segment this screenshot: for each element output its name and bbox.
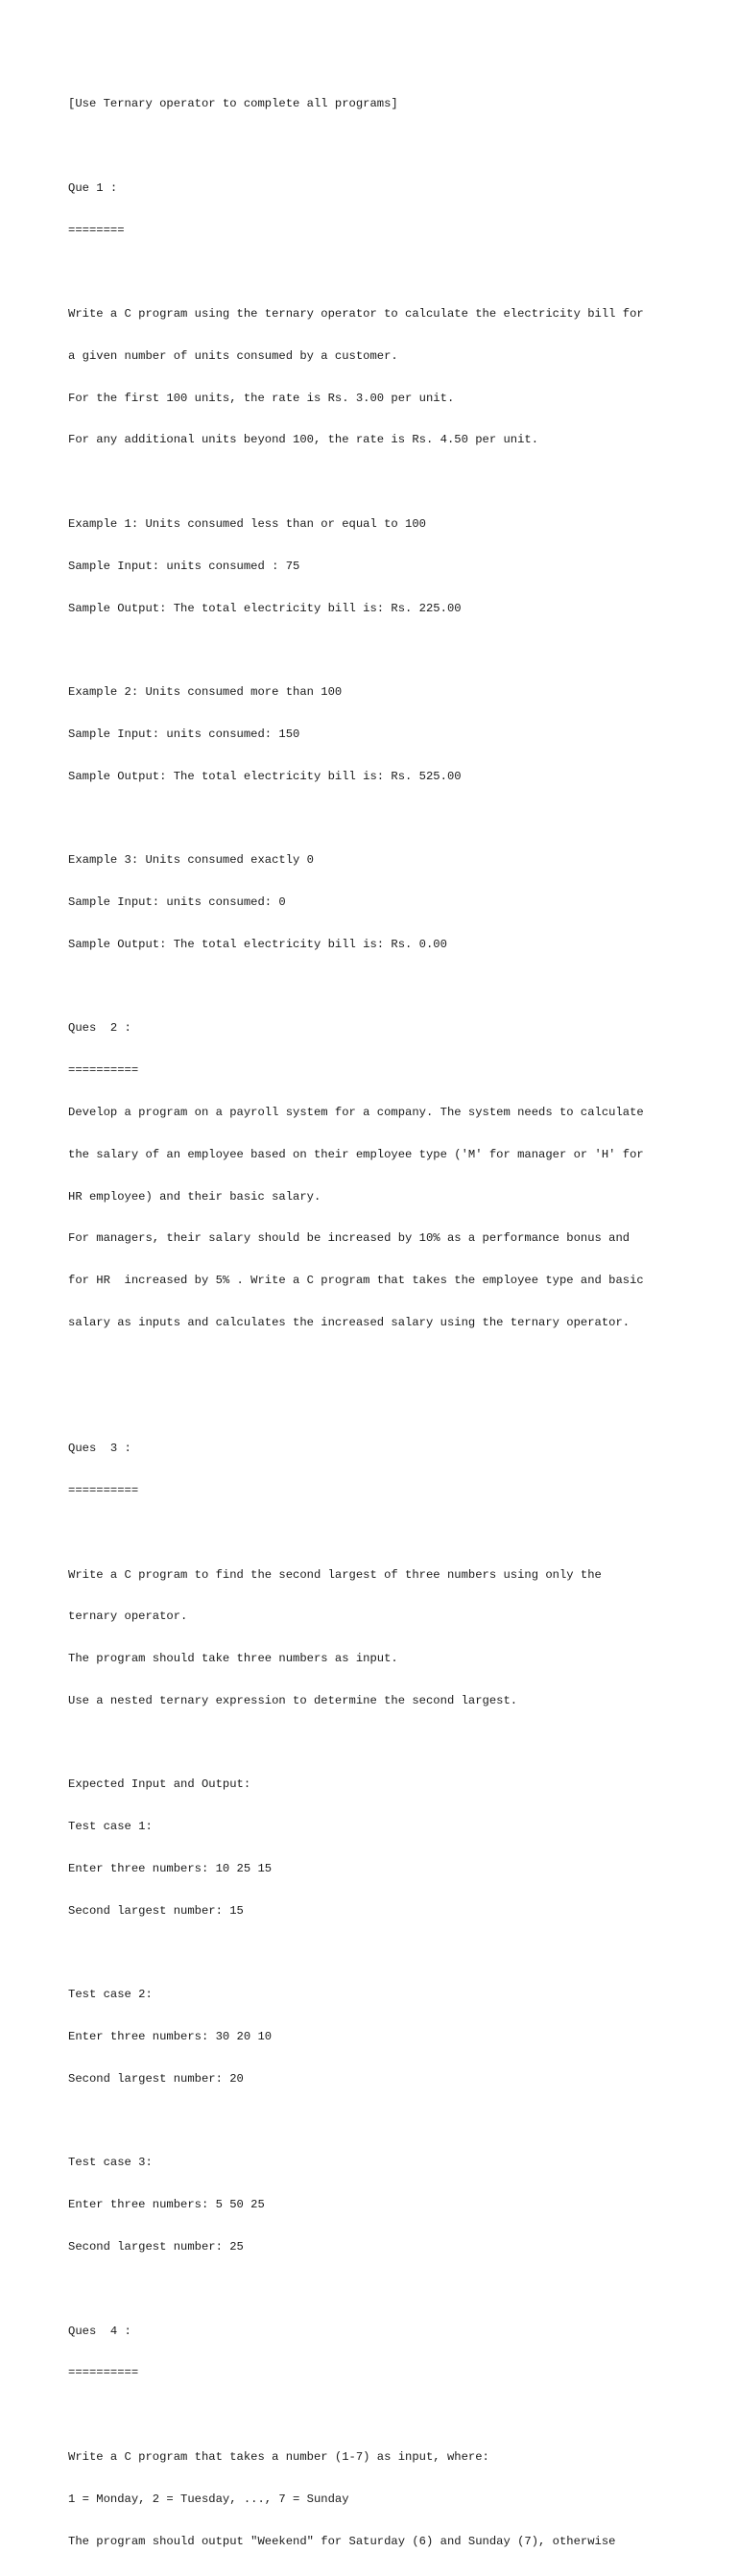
doc-line	[68, 1399, 701, 1414]
doc-line: For any additional units beyond 100, the rate is Rs. 4.50 per unit.	[68, 433, 539, 447]
doc-line: For managers, their salary should be increased by 10% as a performance bonus and	[68, 1231, 630, 1246]
doc-line: Sample Input: units consumed : 75	[68, 559, 300, 573]
question-2-underline: ==========	[68, 1063, 139, 1078]
doc-line: Sample Output: The total electricity bill is: Rs. 525.00	[68, 769, 462, 783]
doc-line: Sample Input: units consumed: 150	[68, 727, 300, 741]
doc-line: Write a C program using the ternary operator to calculate the electricity bill for	[68, 307, 644, 322]
doc-line	[68, 2114, 701, 2129]
doc-line: for HR increased by 5% . Write a C program that takes the employee type and basic	[68, 1274, 644, 1288]
doc-line: a given number of units consumed by a customer.	[68, 348, 398, 363]
doc-line: Second largest number: 20	[68, 2071, 244, 2086]
question-3-heading: Ques 3 :	[68, 1442, 131, 1456]
doc-line: Second largest number: 15	[68, 1903, 244, 1918]
doc-line	[68, 2408, 701, 2422]
doc-line: Expected Input and Output:	[68, 1777, 251, 1792]
doc-line: Use a nested ternary expression to determine the second largest.	[68, 1693, 518, 1707]
doc-line: Develop a program on a payroll system for a company. The system needs to calculate	[68, 1105, 644, 1119]
question-4-underline: ==========	[68, 2366, 139, 2380]
doc-line: Sample Output: The total electricity bill is: Rs. 0.00	[68, 937, 447, 951]
doc-line	[68, 811, 701, 825]
doc-line: The program should output "Weekend" for Saturday (6) and Sunday (7), otherwise	[68, 2534, 616, 2548]
doc-line: the salary of an employee based on their employee type ('M' for manager or 'H' for	[68, 1147, 644, 1161]
doc-line: 1 = Monday, 2 = Tuesday, ..., 7 = Sunday	[68, 2492, 349, 2506]
doc-line: Enter three numbers: 30 20 10	[68, 2030, 273, 2044]
doc-line: Test case 1:	[68, 1820, 153, 1834]
doc-line	[68, 1736, 701, 1751]
doc-line: Second largest number: 25	[68, 2240, 244, 2254]
doc-line: Test case 2:	[68, 1988, 153, 2002]
doc-line	[68, 1526, 701, 1540]
doc-line	[68, 980, 701, 994]
doc-line: Test case 3:	[68, 2156, 153, 2170]
doc-line: Enter three numbers: 5 50 25	[68, 2198, 265, 2212]
doc-line	[68, 643, 701, 657]
doc-line	[68, 139, 701, 154]
doc-line: salary as inputs and calculates the increased salary using the ternary operator.	[68, 1315, 630, 1329]
doc-line: ternary operator.	[68, 1610, 188, 1624]
doc-line: For the first 100 units, the rate is Rs. 3.00 per unit.	[68, 391, 455, 405]
doc-line: Write a C program to find the second largest of three numbers using only the	[68, 1567, 602, 1582]
doc-line	[68, 1358, 701, 1372]
doc-line: Sample Input: units consumed: 0	[68, 895, 286, 910]
question-4-heading: Ques 4 :	[68, 2324, 131, 2338]
doc-line: HR employee) and their basic salary.	[68, 1189, 321, 1204]
doc-line: The program should take three numbers as input.	[68, 1652, 398, 1666]
doc-line: [Use Ternary operator to complete all programs]	[68, 97, 398, 111]
doc-line: Example 2: Units consumed more than 100	[68, 685, 343, 700]
question-1-heading: Que 1 :	[68, 180, 118, 195]
question-3-underline: ==========	[68, 1483, 139, 1497]
doc-line	[68, 475, 701, 489]
question-2-heading: Ques 2 :	[68, 1021, 131, 1036]
doc-line: Sample Output: The total electricity bill is: Rs. 225.00	[68, 601, 462, 615]
question-1-underline: ========	[68, 223, 125, 237]
doc-line: Enter three numbers: 10 25 15	[68, 1862, 273, 1875]
doc-line: Write a C program that takes a number (1-7) as input, where:	[68, 2449, 489, 2464]
document-body	[68, 69, 701, 2576]
doc-line: Example 1: Units consumed less than or equal to 100	[68, 517, 426, 531]
doc-line: Example 3: Units consumed exactly 0	[68, 853, 314, 868]
doc-line	[68, 2282, 701, 2297]
doc-line	[68, 265, 701, 279]
doc-line	[68, 1946, 701, 1961]
